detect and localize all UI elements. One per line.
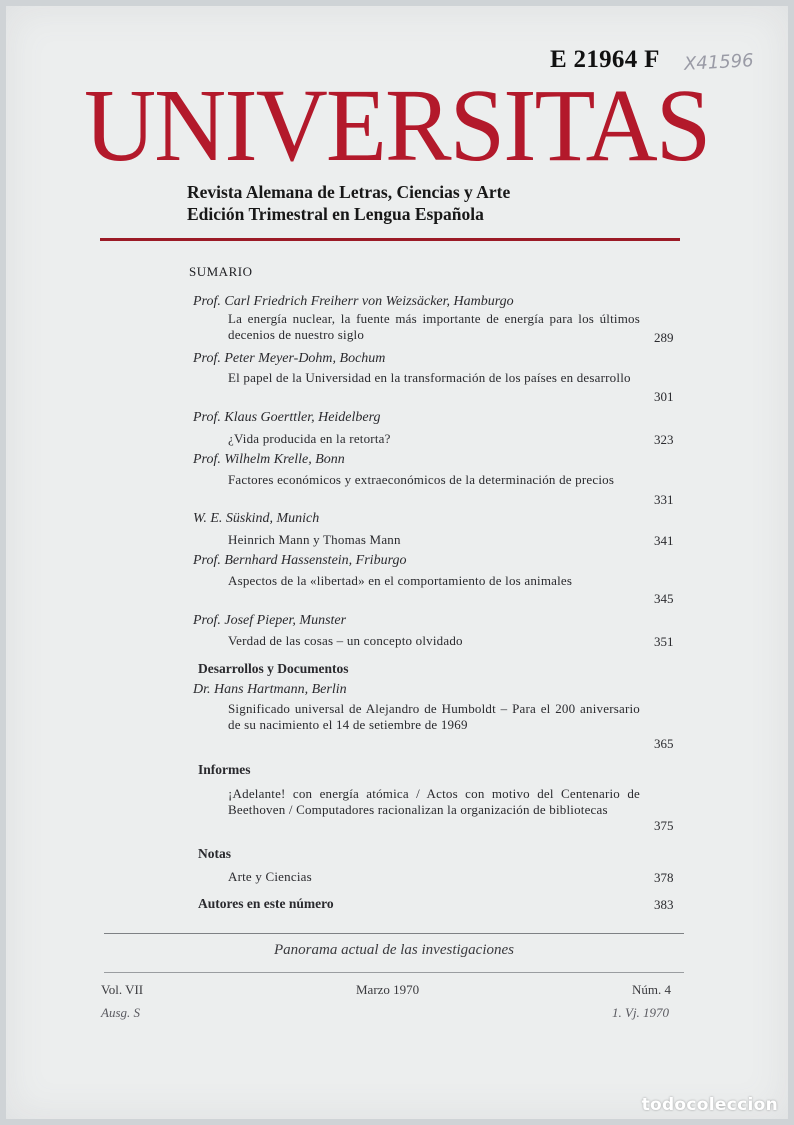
toc-heading: SUMARIO [189,264,253,279]
section-heading-desarrollos: Desarrollos y Documentos [198,661,349,676]
toc-page-number: 365 [654,736,674,751]
catalog-code: E 21964 F [550,46,660,73]
section-heading-notas: Notas [198,846,231,861]
toc-page-number: 323 [654,432,674,447]
toc-author: Prof. Wilhelm Krelle, Bonn [193,452,345,467]
toc-page-number: 345 [654,591,674,606]
gray-divider [104,972,684,973]
toc-article-title: ¡Adelante! con energía atómica / Actos con motivo del Centenario de Beethoven / Computadores racionalizan la organización de bibliotecas [228,786,640,817]
toc-page-number: 289 [654,330,674,345]
issue-number: Núm. 4 [632,982,671,997]
toc-page-number: 375 [654,818,674,833]
toc-author: Prof. Carl Friedrich Freiherr von Weizsäcker, Hamburgo [193,294,514,309]
volume-label: Vol. VII [101,982,144,997]
toc-author: W. E. Süskind, Munich [193,511,320,526]
magazine-title: UNIVERSITAS [84,68,710,183]
toc-author: Prof. Klaus Goerttler, Heidelberg [193,410,381,425]
panorama-tagline: Panorama actual de las investigaciones [274,942,514,958]
section-heading-informes: Informes [198,762,251,777]
gray-divider [104,933,684,934]
issue-date: Marzo 1970 [356,982,420,997]
handwritten-note: X41596 [683,50,755,75]
toc-article-title: Heinrich Mann y Thomas Mann [228,532,401,547]
toc-article-title: Aspectos de la «libertad» en el comportamiento de los animales [228,573,573,588]
subtitle-line-2: Edición Trimestral en Lengua Española [187,204,484,224]
toc-article-title: Verdad de las cosas – un concepto olvidado [228,633,463,648]
toc-article-title: La energía nuclear, la fuente más importante de energía para los últimos decenios de nuestro siglo [228,311,640,342]
toc-article-title: Arte y Ciencias [228,869,312,884]
toc-author: Dr. Hans Hartmann, Berlin [193,682,347,697]
toc-page-number: 351 [654,634,674,649]
toc-article-title: Significado universal de Alejandro de Humboldt – Para el 200 aniversario de su nacimiento el 14 de setiembre de 1969 [228,701,640,732]
toc-page-number: 301 [654,389,674,404]
red-divider [100,238,680,241]
toc-author: Prof. Josef Pieper, Munster [193,613,347,628]
toc-page-number: 378 [654,870,674,885]
quarter-stamp: 1. Vj. 1970 [612,1005,670,1020]
watermark-logo: todocoleccion [641,1095,778,1115]
toc-page-number: 331 [654,492,674,507]
ausgabe-label: Ausg. S [101,1005,140,1020]
toc-article-title: ¿Vida producida en la retorta? [228,431,391,446]
toc-author: Prof. Peter Meyer-Dohm, Bochum [193,351,386,366]
toc-page-number: 383 [654,897,674,912]
toc-page-number: 341 [654,533,674,548]
toc-article-title: El papel de la Universidad en la transformación de los países en desarrollo [228,370,631,385]
subtitle-line-1: Revista Alemana de Letras, Ciencias y Arte [187,182,511,202]
toc-article-title: Factores económicos y extraeconómicos de la determinación de precios [228,472,615,487]
magazine-cover [6,6,788,1119]
section-heading-autores: Autores en este número [198,896,334,911]
toc-author: Prof. Bernhard Hassenstein, Friburgo [193,553,407,568]
